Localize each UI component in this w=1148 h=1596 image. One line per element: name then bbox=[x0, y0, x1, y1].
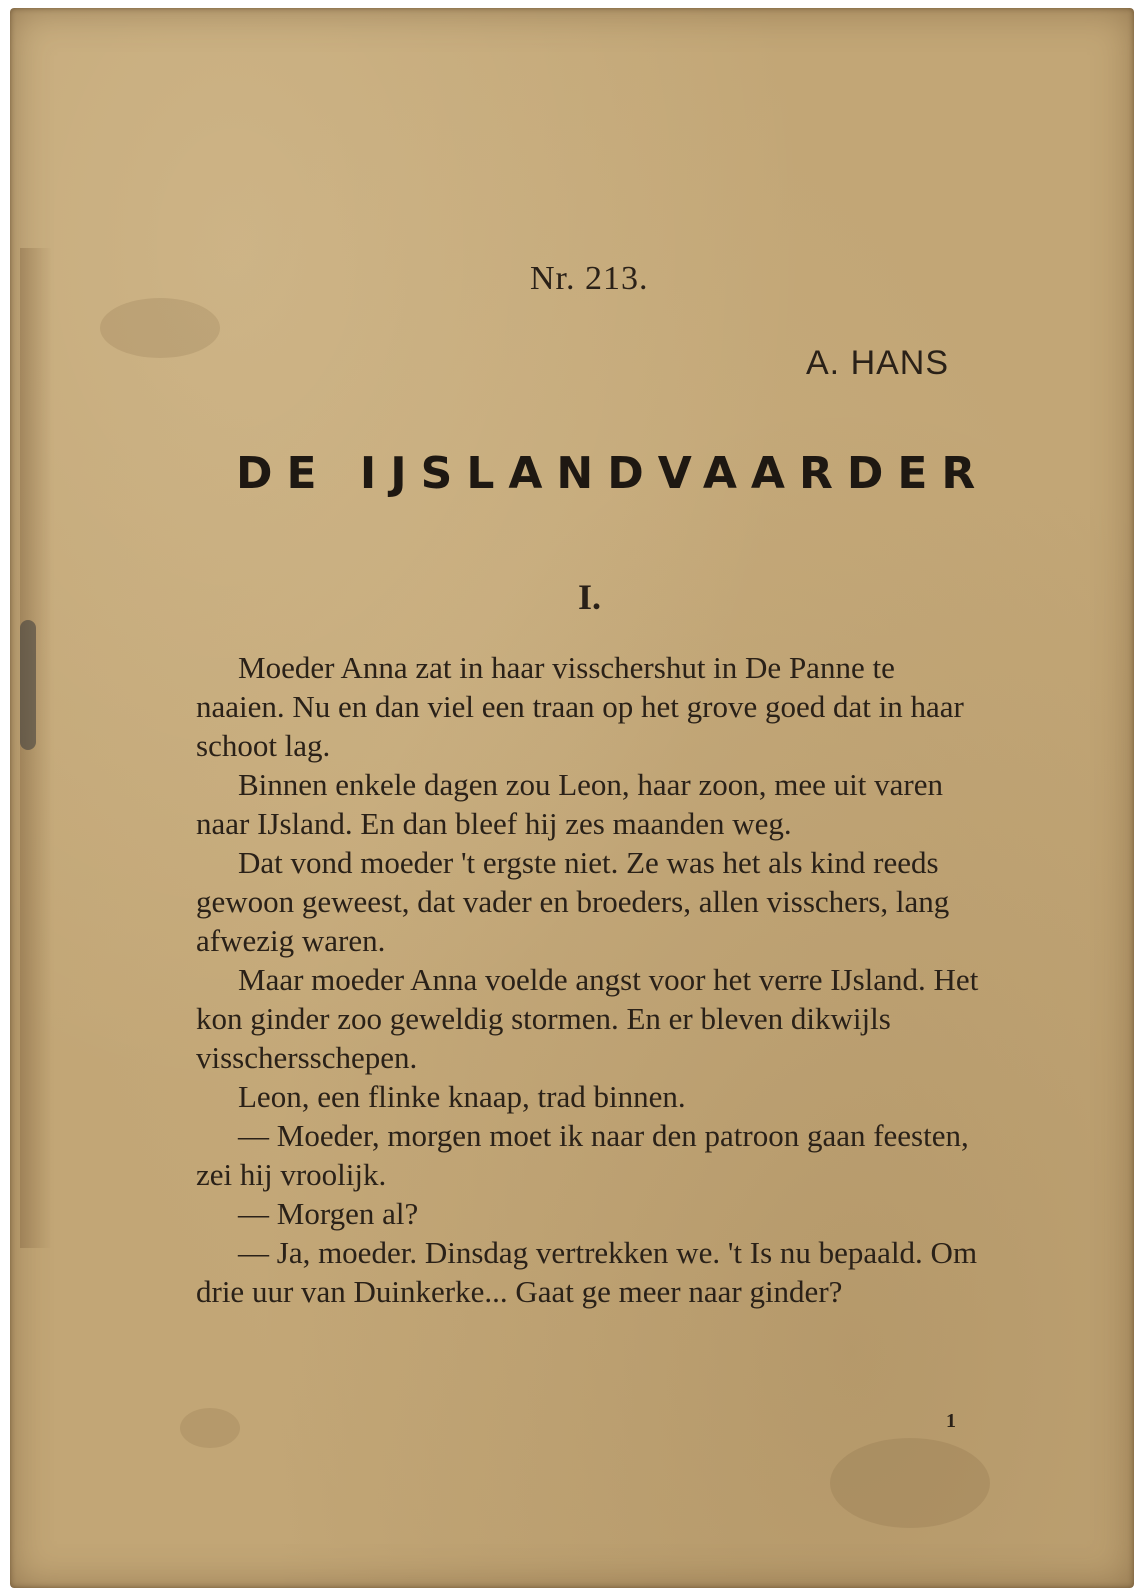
chapter-heading: I. bbox=[578, 577, 602, 617]
body-text bbox=[196, 648, 982, 1311]
paper-stain bbox=[100, 298, 220, 358]
booklet-page bbox=[10, 8, 1134, 1588]
page-number: 1 bbox=[946, 1410, 956, 1432]
paragraph: Maar moeder Anna voelde angst voor het verre IJsland. Het kon ginder zoo geweldig stormen. En er bleven dikwijls visschersschepen. bbox=[196, 962, 979, 1075]
paragraph: — Morgen al? bbox=[238, 1196, 419, 1231]
paragraph: Moeder Anna zat in haar visschershut in De Panne te naaien. Nu en dan viel een traan op het grove goed dat in haar schoot lag. bbox=[196, 650, 964, 763]
book-title: DE IJSLANDVAARDER bbox=[236, 448, 990, 499]
paragraph: Binnen enkele dagen zou Leon, haar zoon, mee uit varen naar IJsland. En dan bleef hij zes maanden weg. bbox=[196, 767, 943, 841]
staple-mark bbox=[20, 620, 36, 750]
paper-stain bbox=[180, 1408, 240, 1448]
paper-stain bbox=[830, 1438, 990, 1528]
paragraph: Dat vond moeder 't ergste niet. Ze was het als kind reeds gewoon geweest, dat vader en broeders, allen visschers, lang afwezig waren. bbox=[196, 845, 950, 958]
paragraph: Leon, een flinke knaap, trad binnen. bbox=[238, 1079, 686, 1114]
paragraph: — Ja, moeder. Dinsdag vertrekken we. 't Is nu bepaald. Om drie uur van Duinkerke... Gaat ge meer naar ginder? bbox=[196, 1235, 978, 1309]
paragraph: — Moeder, morgen moet ik naar den patroon gaan feesten, zei hij vroolijk. bbox=[196, 1118, 969, 1192]
author-name: A. HANS bbox=[806, 344, 950, 382]
issue-number: Nr. 213. bbox=[530, 260, 649, 297]
